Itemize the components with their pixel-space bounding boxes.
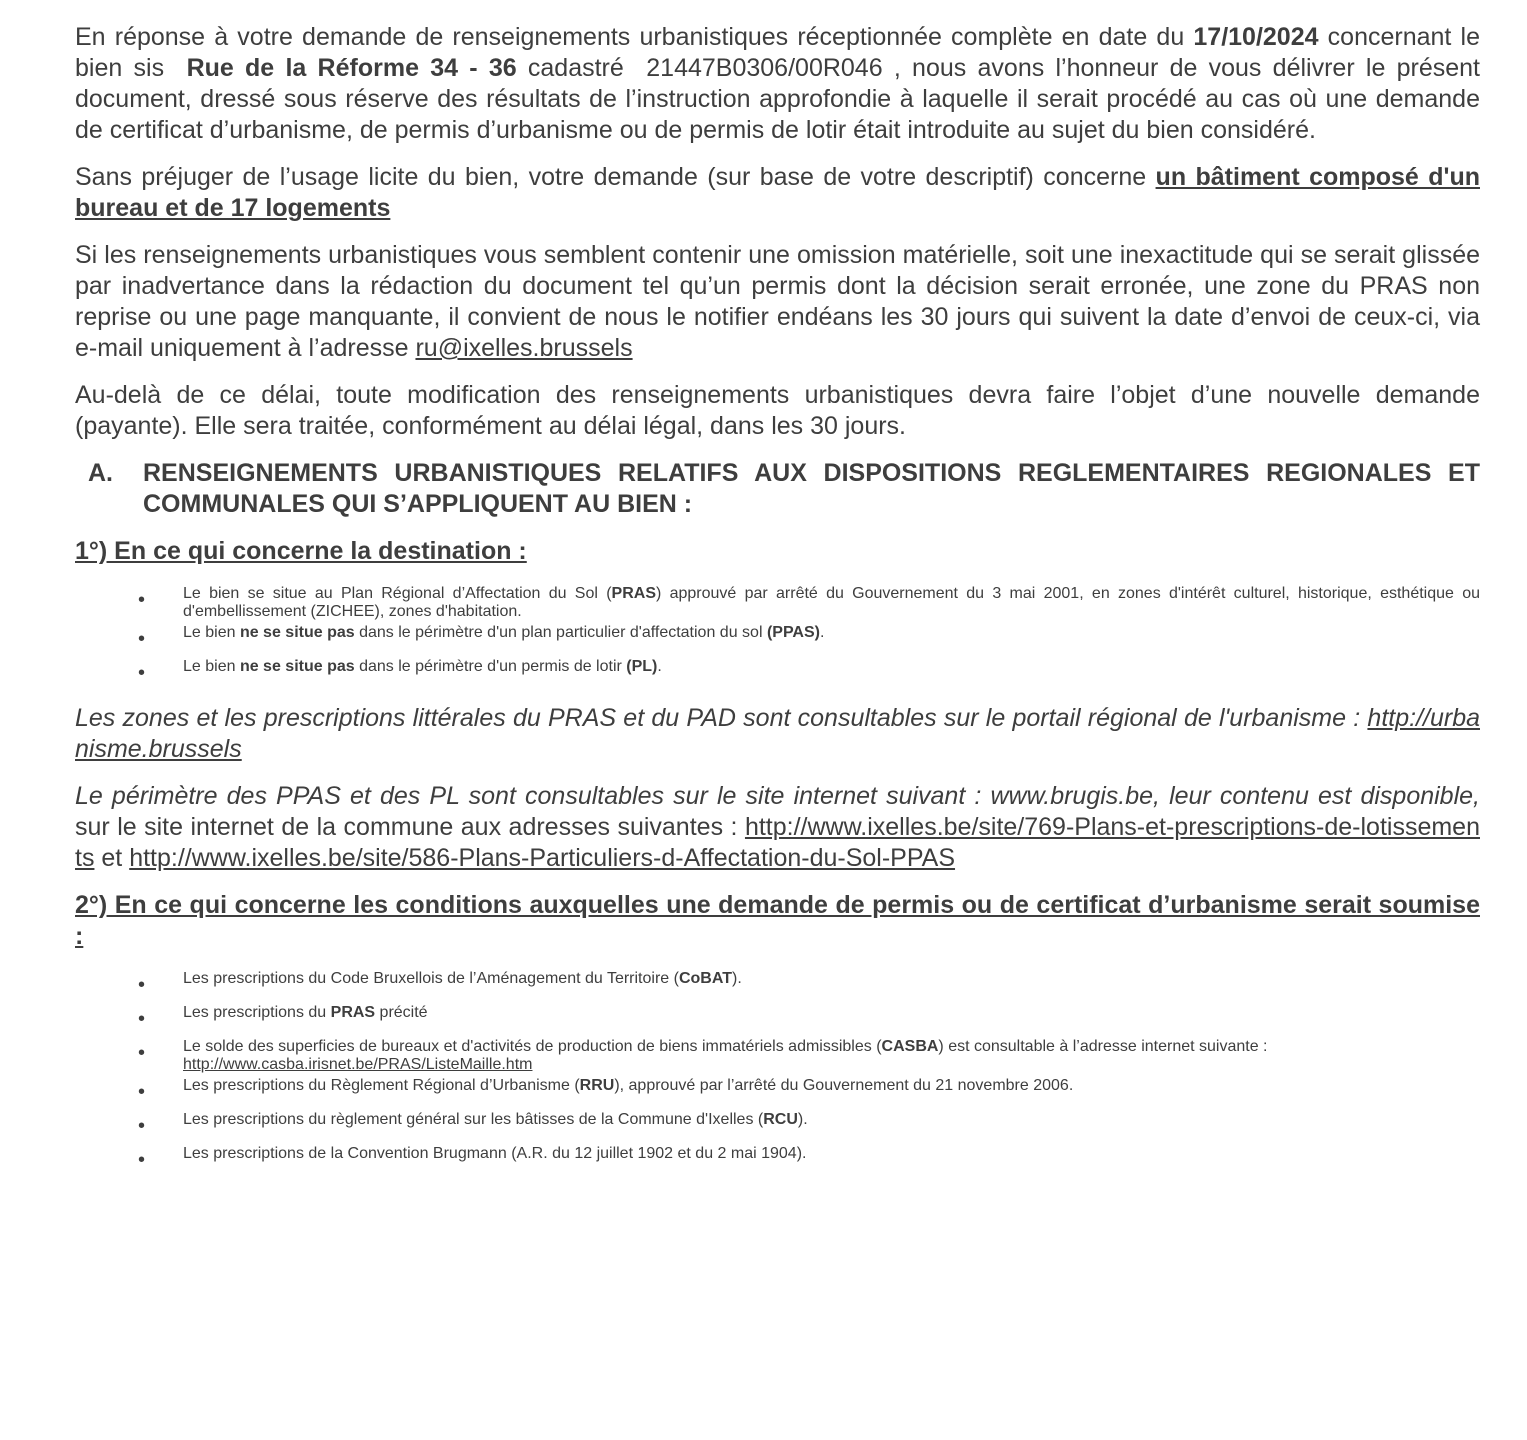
text-run: Les prescriptions du — [183, 1004, 331, 1021]
text-run: (PPAS) — [766, 624, 820, 641]
text-run: ne se situe pas — [239, 658, 355, 675]
text-run: Au-delà de ce délai, toute modification des renseignements urbanistiques devra faire l’objet d’une nouvelle demande (payante). Elle sera traitée, conformément au délai légal, dans les 30 jours. — [75, 381, 1480, 440]
list-item — [138, 1145, 1480, 1176]
text-run: ne se situe pas — [239, 624, 355, 641]
text-run: 1°) En ce qui concerne la destination : — [75, 537, 527, 565]
list-item-text — [183, 1038, 1480, 1074]
text-run: cadastré 21447B0306/00R046 , nous avons l’honneur de vous délivrer le présent document, dressé sous réserve des résultats de l’instruction approfondie à laquelle il serait procédé au cas où une demande de certificat d’urbanisme, de permis d’urbanisme ou de permis de lotir était introduite au sujet du bien considéré. — [75, 54, 1480, 144]
list-item-text — [183, 1004, 1480, 1035]
list-item — [138, 1077, 1480, 1108]
object-paragraph — [75, 162, 1480, 224]
text-run: dans le périmètre d'un permis de lotir — [354, 658, 627, 675]
text-run: Le solde des superficies de bureaux et d'activités de production de biens immatériels admissibles ( — [183, 1038, 882, 1055]
text-run: Le périmètre des PPAS et des PL sont consultables sur le site internet suivant : www.brugis.be, leur contenu est disponible, — [75, 782, 1480, 810]
delai-paragraph — [75, 380, 1480, 442]
section-letter: A. — [88, 459, 113, 487]
list-item-text — [183, 1145, 1480, 1176]
text-run: ) approuvé par arrêté du Gouvernement du 3 mai 2001, en zones d'intérêt culturel, historique, esthétique ou d'embellissement (ZICHEE), zones d'habitation. — [183, 585, 1480, 620]
list-item-text — [183, 1111, 1480, 1142]
bullet-icon: • — [138, 1149, 146, 1171]
bullet-icon: • — [138, 1081, 146, 1103]
text-run: ). — [731, 970, 742, 987]
link-ixelles-586[interactable]: http://www.ixelles.be/site/586-Plans-Particuliers-d-Affectation-du-Sol-PPAS — [129, 844, 956, 872]
list-item — [138, 658, 1480, 689]
list-item-text — [183, 624, 1480, 655]
bullet-icon: • — [138, 589, 146, 611]
text-run: Rue de la Réforme 34 - 36 — [186, 54, 517, 82]
conditions-list — [75, 970, 1480, 1176]
list-item — [138, 1111, 1480, 1142]
text-run: Les zones et les prescriptions littérales du PRAS et du PAD sont consultables sur le portail régional de l'urbanisme : — [75, 704, 1368, 732]
text-run: 2°) En ce qui concerne les conditions auxquelles une demande de permis ou de certificat d’urbanisme serait soumise : — [75, 891, 1480, 950]
text-run: Le bien — [183, 658, 240, 675]
list-item-text — [183, 1077, 1480, 1108]
link-casba[interactable]: http://www.casba.irisnet.be/PRAS/ListeMaille.htm — [183, 1056, 533, 1073]
list-item — [138, 624, 1480, 655]
list-item — [138, 1004, 1480, 1035]
intro-paragraph — [75, 22, 1480, 146]
text-run: ) est consultable à l’adresse internet suivante : — [938, 1038, 1268, 1055]
text-run: sur le site internet de la commune aux adresses suivantes : — [75, 813, 745, 841]
text-run: Les prescriptions du Code Bruxellois de l’Aménagement du Territoire ( — [183, 970, 679, 987]
link-urbanisme-brussels[interactable]: http://urbanisme.brussels — [75, 704, 1480, 763]
subheading-destination — [75, 536, 1480, 567]
list-item-text — [183, 970, 1480, 1001]
text-run: En réponse à votre demande de renseignements urbanistiques réceptionnée complète en date du — [75, 23, 1194, 51]
text-run: 17/10/2024 — [1193, 23, 1319, 51]
list-item — [138, 970, 1480, 1001]
text-run: RRU — [579, 1077, 615, 1094]
section-a-heading — [88, 458, 1480, 520]
bullet-icon: • — [138, 628, 146, 650]
text-run: Les prescriptions du Règlement Régional d’Urbanisme ( — [183, 1077, 580, 1094]
text-run: CoBAT — [678, 970, 732, 987]
text-run: ). — [797, 1111, 808, 1128]
list-item — [138, 585, 1480, 621]
text-run: PRAS — [611, 585, 656, 602]
bullet-icon: • — [138, 662, 146, 684]
text-run: . — [819, 624, 825, 641]
text-run: . — [657, 658, 662, 675]
text-run: RCU — [763, 1111, 798, 1128]
text-run: Le bien — [183, 624, 240, 641]
list-item-text — [183, 658, 1480, 689]
text-run: et — [94, 844, 130, 872]
text-run: dans le périmètre d'un plan particulier d'affectation du sol — [354, 624, 767, 641]
note-ppas-pl — [75, 781, 1480, 874]
subheading-conditions — [75, 890, 1480, 952]
destination-list — [75, 585, 1480, 689]
text-run: PRAS — [330, 1004, 376, 1021]
list-item-text — [183, 585, 1480, 621]
bullet-icon: • — [138, 974, 146, 996]
text-run: Les prescriptions du règlement général sur les bâtisses de la Commune d'Ixelles ( — [183, 1111, 764, 1128]
text-run: CASBA — [881, 1038, 939, 1055]
text-run: (PL) — [626, 658, 658, 675]
section-heading-text: RENSEIGNEMENTS URBANISTIQUES RELATIFS AUX DISPOSITIONS REGLEMENTAIRES REGIONALES ET COMMUNALES QUI S’APPLIQUENT AU BIEN : — [143, 459, 1480, 518]
link-ru-email[interactable]: ru@ixelles.brussels — [415, 334, 633, 362]
text-run: précité — [375, 1004, 428, 1021]
bullet-icon: • — [138, 1008, 146, 1030]
omission-paragraph — [75, 240, 1480, 364]
link-ixelles-769[interactable]: http://www.ixelles.be/site/769-Plans-et-prescriptions-de-lotissements — [75, 813, 1480, 872]
text-run: Sans préjuger de l’usage licite du bien, votre demande (sur base de votre descriptif) concerne — [75, 163, 1156, 191]
text-run: ), approuvé par l’arrêté du Gouvernement du 21 novembre 2006. — [614, 1077, 1074, 1094]
text-run: concernant le bien sis — [75, 23, 1480, 82]
text-run: un bâtiment composé d'un bureau et de 17 logements — [75, 163, 1480, 222]
text-run: Le bien se situe au Plan Régional d’Affectation du Sol ( — [183, 585, 612, 602]
note-pras-pad — [75, 703, 1480, 765]
bullet-icon: • — [138, 1042, 146, 1064]
bullet-icon: • — [138, 1115, 146, 1137]
text-run: Les prescriptions de la Convention Brugmann (A.R. du 12 juillet 1902 et du 2 mai 1904). — [183, 1145, 807, 1162]
list-item — [138, 1038, 1480, 1074]
text-run: Si les renseignements urbanistiques vous semblent contenir une omission matérielle, soit une inexactitude qui se serait glissée par inadvertance dans la rédaction du document tel qu’un permis dont la décision serait erronée, une zone du PRAS non reprise ou une page manquante, il convient de nous le notifier endéans les 30 jours qui suivent la date d’envoi de ceux-ci, via e-mail uniquement à l’adresse — [75, 241, 1480, 362]
